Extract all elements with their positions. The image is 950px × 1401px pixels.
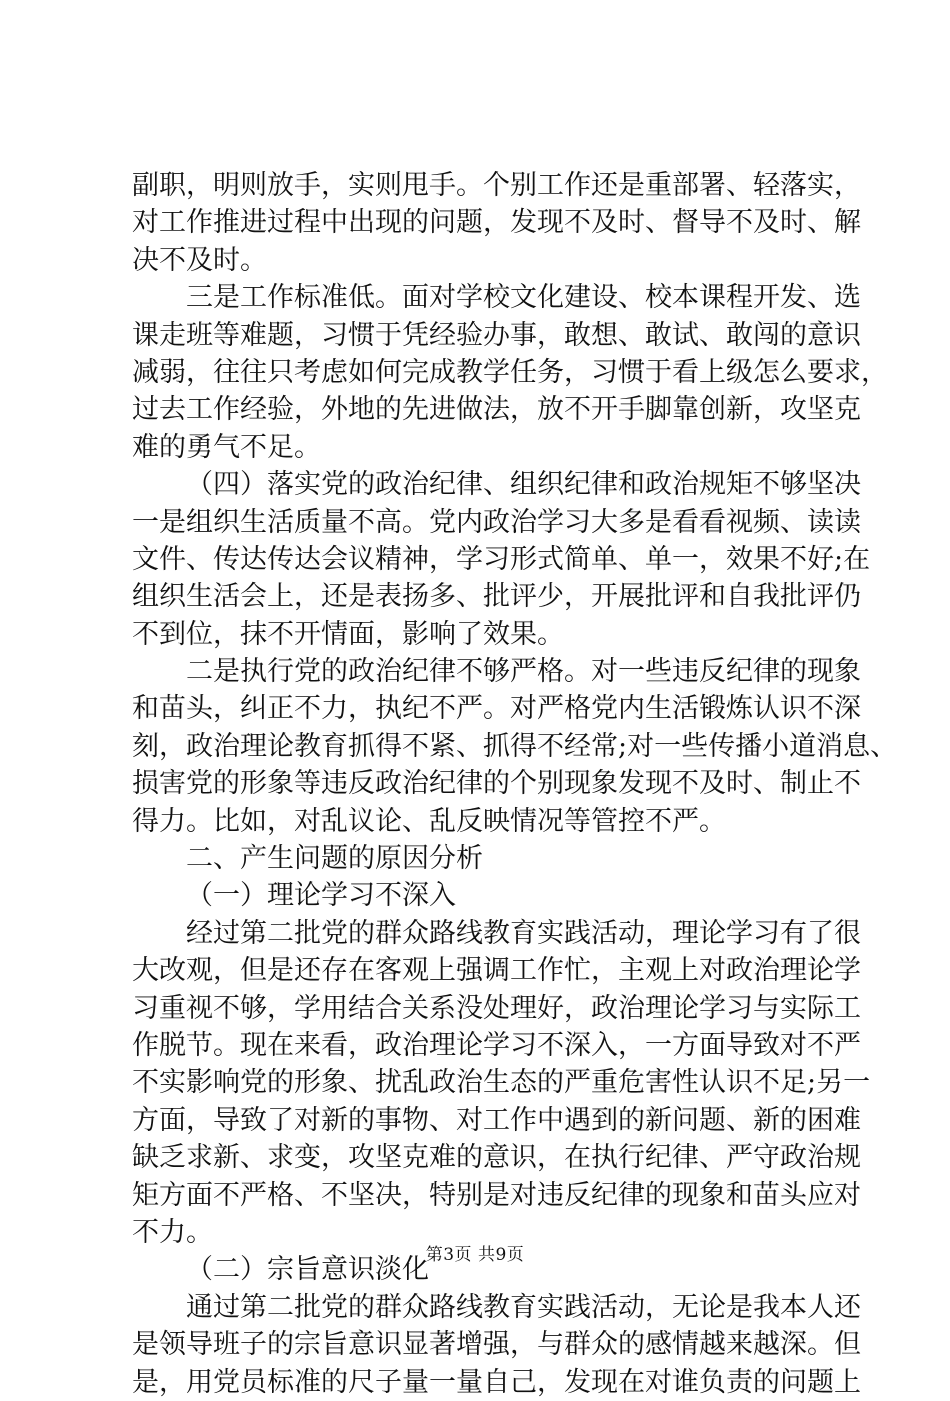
text-line: 三是工作标准低。面对学校文化建设、校本课程开发、选 bbox=[186, 282, 861, 314]
text-line: 是领导班子的宗旨意识显著增强，与群众的感情越来越深。但 bbox=[132, 1329, 861, 1361]
text-line: 习重视不够，学用结合关系没处理好，政治理论学习与实际工 bbox=[132, 992, 861, 1024]
text-line: 大改观，但是还存在客观上强调工作忙，主观上对政治理论学 bbox=[132, 955, 861, 987]
text-line: 通过第二批党的群众路线教育实践活动，无论是我本人还 bbox=[186, 1291, 861, 1323]
text-line: 副职，明则放手，实则甩手。个别工作还是重部署、轻落实， bbox=[132, 170, 861, 201]
text-line: 对工作推进过程中出现的问题，发现不及时、督导不及时、解 bbox=[132, 207, 861, 239]
text-line: 方面，导致了对新的事物、对工作中遇到的新问题、新的困难 bbox=[132, 1104, 861, 1136]
text-line: 损害党的形象等违反政治纪律的个别现象发现不及时、制止不 bbox=[132, 768, 861, 800]
text-line: 得力。比如，对乱议论、乱反映情况等管控不严。 bbox=[132, 805, 726, 837]
section-heading: （四）落实党的政治纪律、组织纪律和政治规矩不够坚决 bbox=[186, 469, 861, 501]
text-line: 缺乏求新、求变，攻坚克难的意识，在执行纪律、严守政治规 bbox=[132, 1142, 861, 1174]
text-line: 组织生活会上，还是表扬多、批评少，开展批评和自我批评仍 bbox=[132, 581, 861, 613]
text-line: 二是执行党的政治纪律不够严格。对一些违反纪律的现象 bbox=[186, 656, 861, 688]
text-line: 不力。 bbox=[132, 1216, 213, 1248]
text-line: 课走班等难题，习惯于凭经验办事，敢想、敢试、敢闯的意识 bbox=[132, 319, 861, 351]
text-line: 一是组织生活质量不高。党内政治学习大多是看看视频、读读 bbox=[132, 506, 861, 538]
text-line: 过去工作经验，外地的先进做法，放不开手脚靠创新，攻坚克 bbox=[132, 394, 861, 426]
text-line: 难的勇气不足。 bbox=[132, 431, 321, 463]
section-heading: （二）宗旨意识淡化 bbox=[186, 1254, 429, 1286]
section-heading: 二、产生问题的原因分析 bbox=[186, 843, 483, 875]
document-body bbox=[132, 167, 898, 1401]
page-number-footer: 第3页 共9页 bbox=[425, 1245, 525, 1265]
text-line: 不实影响党的形象、扰乱政治生态的严重危害性认识不足;另一 bbox=[132, 1067, 871, 1099]
text-line: 作脱节。现在来看，政治理论学习不深入，一方面导致对不严 bbox=[132, 1029, 861, 1061]
text-line: 矩方面不严格、不坚决，特别是对违反纪律的现象和苗头应对 bbox=[132, 1179, 861, 1211]
text-line: 和苗头，纠正不力，执纪不严。对严格党内生活锻炼认识不深 bbox=[132, 693, 861, 725]
text-line: 减弱，往往只考虑如何完成教学任务，习惯于看上级怎么要求， bbox=[132, 356, 888, 388]
text-line: 文件、传达传达会议精神，学习形式简单、单一，效果不好;在 bbox=[132, 543, 871, 575]
text-line: 刻，政治理论教育抓得不紧、抓得不经常;对一些传播小道消息、 bbox=[132, 730, 898, 762]
text-line: 不到位，抹不开情面，影响了效果。 bbox=[132, 618, 564, 650]
section-heading: （一）理论学习不深入 bbox=[186, 880, 456, 912]
text-line: 经过第二批党的群众路线教育实践活动，理论学习有了很 bbox=[186, 917, 861, 949]
text-line: 决不及时。 bbox=[132, 244, 267, 276]
text-line: 是，用党员标准的尺子量一量自己，发现在对谁负责的问题上 bbox=[132, 1366, 861, 1398]
